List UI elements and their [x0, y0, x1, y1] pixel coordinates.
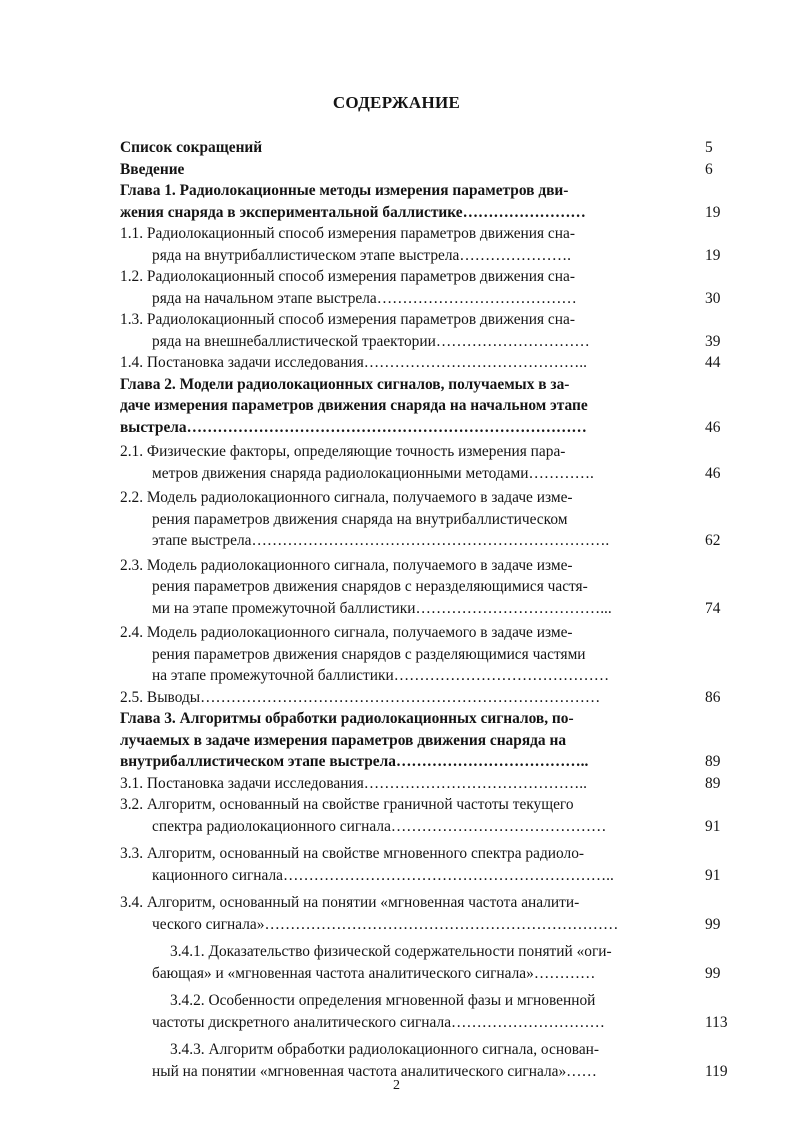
toc-entry-title: 3.4. Алгоритм, основанный на понятии «мгновенная частота аналити- [120, 894, 580, 911]
page-title: СОДЕРЖАНИЕ [332, 93, 461, 112]
toc-entry-title: лучаемых в задаче измерения параметров движения снаряда на [120, 731, 567, 749]
toc-section-3-4 [120, 892, 740, 914]
toc-entry-title: на этапе промежуточной баллистики…………………………………… [152, 667, 610, 684]
toc-entry-title: рения параметров движения снаряда на внутрибаллистическом [152, 510, 568, 528]
toc-entry-title: ряда на внутрибаллистическом этапе выстрела…………………. [152, 246, 571, 264]
toc-subsection-3-4-1 [120, 941, 740, 963]
toc-entry-title: 2.1. Физические факторы, определяющие точность измерения пара- [120, 443, 566, 460]
toc-section-1-2 [120, 266, 740, 288]
toc-page-number: 91 [705, 866, 721, 884]
toc-section-2-2 [120, 487, 740, 509]
toc-page-number: 89 [705, 774, 721, 792]
toc-subsection-3-4-2 [120, 990, 740, 1012]
toc-entry-title: рения параметров движения снарядов с разделяющимися частями [152, 645, 586, 663]
toc-entry-title: Глава 2. Модели радиолокационных сигналов, получаемых в за- [120, 375, 570, 393]
toc-entry-title: Глава 1. Радиолокационные методы измерения параметров дви- [120, 182, 569, 199]
toc-entry-abbreviations [120, 137, 740, 159]
toc-entry-title: ный на понятии «мгновенная частота аналитического сигнала»…… [152, 1062, 597, 1080]
toc-page-number: 99 [705, 915, 721, 933]
toc-entry-title: рения параметров движения снарядов с неразделяющимися частя- [152, 578, 588, 595]
toc-entry-title: спектра радиолокационного сигнала…………………………………… [152, 817, 607, 835]
toc-entry-title: Глава 3. Алгоритмы обработки радиолокационных сигналов, по- [120, 710, 574, 727]
toc-section-2-3 [120, 555, 740, 577]
toc-entry-introduction [120, 159, 740, 181]
toc-entry-title: частоты дискретного аналитического сигнала………………………… [152, 1013, 605, 1031]
toc-entry-title: ряда на внешнебаллистической траектории………………………… [152, 332, 590, 350]
toc-entry-title: ческого сигнала»…………………………………………………………… [152, 915, 619, 933]
toc-entry-title: 3.2. Алгоритм, основанный на свойстве граничной частоты текущего [120, 796, 574, 813]
toc-chapter-1 [120, 180, 740, 202]
toc-entry-title: 3.4.2. Особенности определения мгновенной фазы и мгновенной [170, 992, 596, 1009]
table-of-contents [120, 137, 740, 1082]
toc-entry-title: 2.2. Модель радиолокационного сигнала, получаемого в задаче изме- [120, 489, 573, 506]
toc-page-number: 86 [705, 688, 721, 706]
toc-entry-title: 1.4. Постановка задачи исследования…………………………………….. [120, 354, 587, 371]
toc-page-number: 46 [705, 464, 721, 482]
toc-page-number: 74 [705, 599, 721, 617]
toc-entry-title: выстрела…………………………………………………………………… [120, 418, 587, 436]
toc-section-2-1 [120, 441, 740, 463]
toc-page-number: 5 [705, 139, 713, 156]
toc-page-number: 44 [705, 354, 721, 371]
toc-page-number: 19 [705, 203, 721, 221]
toc-entry-title: ми на этапе промежуточной баллистики………………………………... [152, 599, 612, 617]
toc-section-3-1 [120, 773, 740, 795]
toc-entry-title: 1.1. Радиолокационный способ измерения параметров движения сна- [120, 225, 575, 242]
toc-entry-title: 2.4. Модель радиолокационного сигнала, получаемого в задаче изме- [120, 624, 573, 641]
toc-entry-title: 2.3. Модель радиолокационного сигнала, получаемого в задаче изме- [120, 556, 573, 574]
toc-entry-title: 3.1. Постановка задачи исследования…………………………………….. [120, 774, 587, 792]
toc-page-number: 39 [705, 332, 721, 350]
toc-entry-title: жения снаряда в экспериментальной баллистике…………………… [120, 203, 586, 221]
toc-page-number: 99 [705, 964, 721, 982]
toc-entry-title: 1.2. Радиолокационный способ измерения параметров движения сна- [120, 268, 575, 285]
toc-entry-title: 2.5. Выводы…………………………………………………………………… [120, 688, 601, 706]
toc-page-number: 30 [705, 289, 721, 307]
toc-section-2-4 [120, 622, 740, 644]
toc-page-number: 119 [705, 1062, 728, 1080]
toc-subsection-3-4-3 [120, 1039, 740, 1061]
toc-entry-title: 3.4.1. Доказательство физической содержательности понятий «оги- [170, 943, 612, 960]
toc-section-1-3 [120, 309, 740, 331]
toc-section-1-1 [120, 223, 740, 245]
toc-entry-title: внутрибаллистическом этапе выстрела……………………………….. [120, 753, 589, 770]
toc-page-number: 46 [705, 418, 721, 436]
toc-section-3-3 [120, 843, 740, 865]
toc-page-number: 6 [705, 160, 713, 178]
toc-entry-title: 1.3. Радиолокационный способ измерения параметров движения сна- [120, 311, 575, 328]
toc-entry-title: Введение [120, 160, 185, 178]
toc-entry-title: 3.3. Алгоритм, основанный на свойстве мгновенного спектра радиоло- [120, 845, 585, 862]
toc-page-number: 113 [705, 1013, 728, 1031]
toc-section-2-5 [120, 687, 740, 709]
toc-page-number: 19 [705, 246, 721, 264]
toc-chapter-2 [120, 374, 740, 396]
page-number: 2 [393, 1078, 400, 1093]
toc-entry-title: даче измерения параметров движения снаряда на начальном этапе [120, 397, 588, 414]
toc-entry-title: ряда на начальном этапе выстрела………………………………… [152, 289, 577, 307]
toc-entry-title: этапе выстрела……………………………………………………………. [152, 532, 610, 549]
toc-section-1-4 [120, 352, 740, 374]
toc-entry-title: бающая» и «мгновенная частота аналитического сигнала»………… [152, 964, 596, 982]
toc-entry-title: Список сокращений [120, 139, 263, 156]
toc-section-3-2 [120, 794, 740, 816]
toc-page-number: 89 [705, 753, 721, 770]
toc-page-number: 91 [705, 817, 721, 835]
toc-entry-title: кационного сигнала……………………………………………………….. [152, 866, 614, 884]
toc-chapter-3 [120, 708, 740, 730]
toc-page-number: 62 [705, 532, 721, 549]
toc-entry-title: метров движения снаряда радиолокационными методами…………. [152, 464, 594, 482]
toc-entry-title: 3.4.3. Алгоритм обработки радиолокационного сигнала, основан- [170, 1041, 600, 1058]
